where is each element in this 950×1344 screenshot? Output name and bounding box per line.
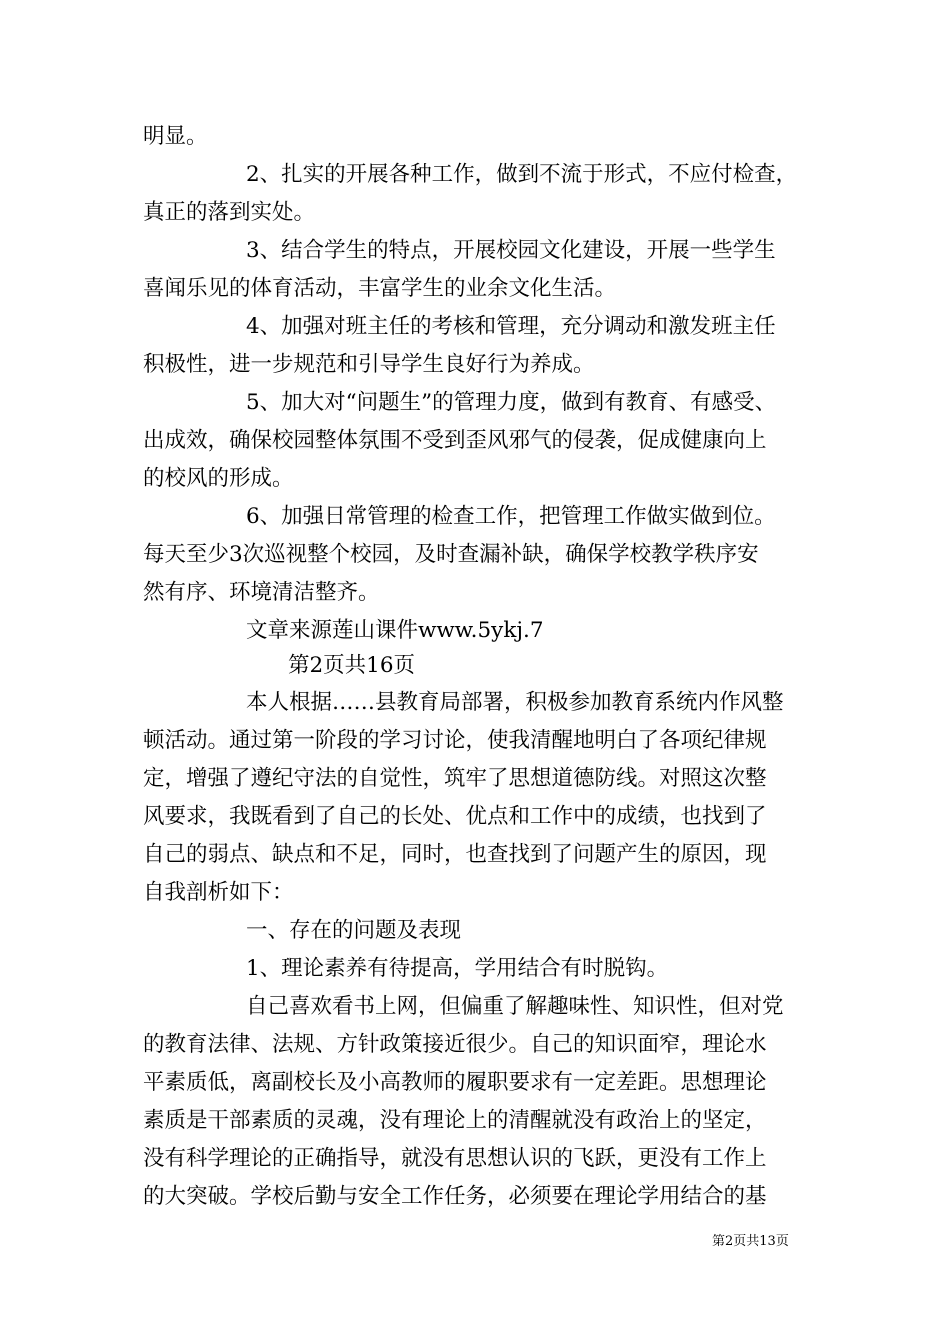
text-line: 平素质低，离副校长及小高教师的履职要求有一定差距。思想理论 xyxy=(143,1070,767,1095)
text-line: 风要求，我既看到了自己的长处、优点和工作中的成绩，也找到了 xyxy=(143,804,767,829)
page-marker: 第2页共16页 xyxy=(288,653,416,678)
text-line: 的教育法律、法规、方针政策接近很少。自己的知识面窄，理论水 xyxy=(143,1032,767,1057)
text-line: 3、结合学生的特点，开展校园文化建设，开展一些学生 xyxy=(246,238,776,263)
text-line: 2、扎实的开展各种工作，做到不流于形式，不应付检查， xyxy=(246,162,798,187)
text-line: 本人根据……县教育局部署，积极参加教育系统内作风整 xyxy=(246,690,784,715)
text-line: 定，增强了遵纪守法的自觉性，筑牢了思想道德防线。对照这次整 xyxy=(143,766,767,791)
text-line: 5、加大对“问题生”的管理力度，做到有教育、有感受、 xyxy=(246,390,777,415)
text-line: 的大突破。学校后勤与安全工作任务，必须要在理论学用结合的基 xyxy=(143,1184,767,1209)
subsection-heading: 1、理论素养有待提高，学用结合有时脱钩。 xyxy=(246,956,669,981)
source-note: 文章来源莲山课件www.5ykj.7 xyxy=(246,618,544,643)
text-line: 自我剖析如下： xyxy=(143,880,294,905)
text-line: 真正的落到实处。 xyxy=(143,200,316,225)
text-line: 然有序、环境清洁整齐。 xyxy=(143,580,380,605)
text-line: 喜闻乐见的体育活动，丰富学生的业余文化生活。 xyxy=(143,276,617,301)
text-line: 顿活动。通过第一阶段的学习讨论，使我清醒地明白了各项纪律规 xyxy=(143,728,767,753)
text-line: 没有科学理论的正确指导，就没有思想认识的飞跃，更没有工作上 xyxy=(143,1146,767,1171)
text-line: 每天至少3次巡视整个校园，及时查漏补缺，确保学校教学秩序安 xyxy=(143,542,759,567)
text-line: 自己的弱点、缺点和不足，同时，也查找到了问题产生的原因，现 xyxy=(143,842,767,867)
text-line: 4、加强对班主任的考核和管理，充分调动和激发班主任 xyxy=(246,314,776,339)
text-line: 积极性，进一步规范和引导学生良好行为养成。 xyxy=(143,352,595,377)
text-line: 出成效，确保校园整体氛围不受到歪风邪气的侵袭，促成健康向上 xyxy=(143,428,767,453)
text-line: 自己喜欢看书上网，但偏重了解趣味性、知识性，但对党 xyxy=(246,994,784,1019)
section-heading: 一、存在的问题及表现 xyxy=(246,918,462,943)
page-footer: 第2页共13页 xyxy=(712,1234,789,1249)
text-line: 的校风的形成。 xyxy=(143,466,294,491)
text-line: 6、加强日常管理的检查工作，把管理工作做实做到位。 xyxy=(246,504,776,529)
text-line: 明显。 xyxy=(143,124,208,149)
text-line: 素质是干部素质的灵魂，没有理论上的清醒就没有政治上的坚定， xyxy=(143,1108,767,1133)
